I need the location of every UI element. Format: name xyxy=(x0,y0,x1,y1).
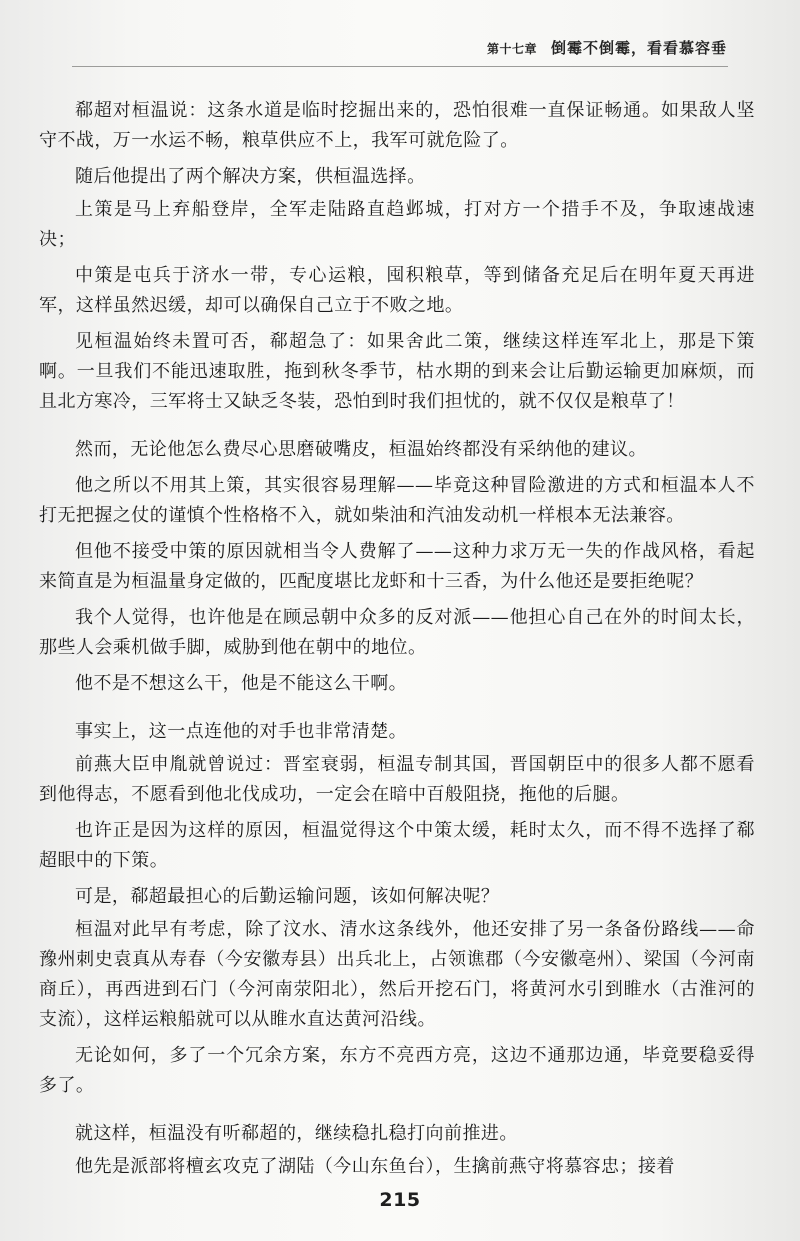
paragraph: 然而，无论他怎么费尽心思磨破嘴皮，桓温始终都没有采纳他的建议。 xyxy=(75,439,647,460)
paragraph: 中策是屯兵于济水一带，专心运粮，囤积粮草，等到储备充足后在明年夏天再进军，这样虽然迟缓，却可以确保自己立于不败之地。 xyxy=(39,265,755,316)
paragraph: 前燕大臣申胤就曾说过：晋室衰弱，桓温专制其国，晋国朝臣中的很多人都不愿看到他得志，不愿看到他北伐成功，一定会在暗中百般阻挠，拖他的后腿。 xyxy=(39,754,755,805)
paragraph: 上策是马上弃船登岸，全军走陆路直趋邺城，打对方一个措手不及，争取速战速决； xyxy=(39,199,755,250)
chapter-title: 倒霉不倒霉，看看慕容垂 xyxy=(550,39,727,57)
paragraph: 可是，郗超最担心的后勤运输问题，该如何解决呢？ xyxy=(75,886,500,907)
paragraph: 他先是派部将檀玄攻克了湖陆（今山东鱼台），生擒前燕守将慕容忠；接着 xyxy=(75,1156,675,1177)
paragraph: 他之所以不用其上策，其实很容易理解——毕竟这种冒险激进的方式和桓温本人不打无把握之仗的谨慎个性格格不入，就如柴油和汽油发动机一样根本无法兼容。 xyxy=(39,475,755,526)
body-text xyxy=(39,96,755,1188)
running-header xyxy=(487,37,727,58)
header-rule xyxy=(72,66,728,67)
paragraph: 事实上，这一点连他的对手也非常清楚。 xyxy=(75,721,408,742)
chapter-number: 第十七章 xyxy=(486,42,537,56)
paragraph: 也许正是因为这样的原因，桓温觉得这个中策太缓，耗时太久，而不得不选择了郗超眼中的下策。 xyxy=(39,820,755,871)
paragraph: 见桓温始终未置可否，郗超急了：如果舍此二策，继续这样连军北上，那是下策啊。一旦我们不能迅速取胜，拖到秋冬季节，枯水期的到来会让后勤运输更加麻烦，而且北方寒冷，三军将士又缺乏冬装，恐怕到时我们担忧的，就不仅仅是粮草了！ xyxy=(39,331,755,412)
paragraph: 随后他提出了两个解决方案，供桓温选择。 xyxy=(75,166,426,187)
paragraph: 就这样，桓温没有听郗超的，继续稳扎稳打向前推进。 xyxy=(75,1123,518,1144)
page-number: 215 xyxy=(379,1189,421,1211)
paragraph: 无论如何，多了一个冗余方案，东方不亮西方亮，这边不通那边通，毕竟要稳妥得多了。 xyxy=(39,1045,755,1096)
paragraph: 但他不接受中策的原因就相当令人费解了——这种力求万无一失的作战风格，看起来简直是为桓温量身定做的，匹配度堪比龙虾和十三香，为什么他还是要拒绝呢？ xyxy=(39,541,755,592)
paragraph: 我个人觉得，也许他是在顾忌朝中众多的反对派——他担心自己在外的时间太长，那些人会乘机做手脚，威胁到他在朝中的地位。 xyxy=(39,607,755,658)
paragraph: 桓温对此早有考虑，除了汶水、清水这条线外，他还安排了另一条备份路线——命豫州刺史袁真从寿春（今安徽寿县）出兵北上，占领谯郡（今安徽亳州）、梁国（今河南商丘），再西进到石门（今河南荥阳北），然后开挖石门，将黄河水引到睢水（古淮河的支流），这样运粮船就可以从睢水直达黄河沿线。 xyxy=(39,919,755,1030)
paragraph: 郗超对桓温说：这条水道是临时挖掘出来的，恐怕很难一直保证畅通。如果敌人坚守不战，万一水运不畅，粮草供应不上，我军可就危险了。 xyxy=(39,100,755,151)
paragraph: 他不是不想这么干，他是不能这么干啊。 xyxy=(75,673,408,694)
